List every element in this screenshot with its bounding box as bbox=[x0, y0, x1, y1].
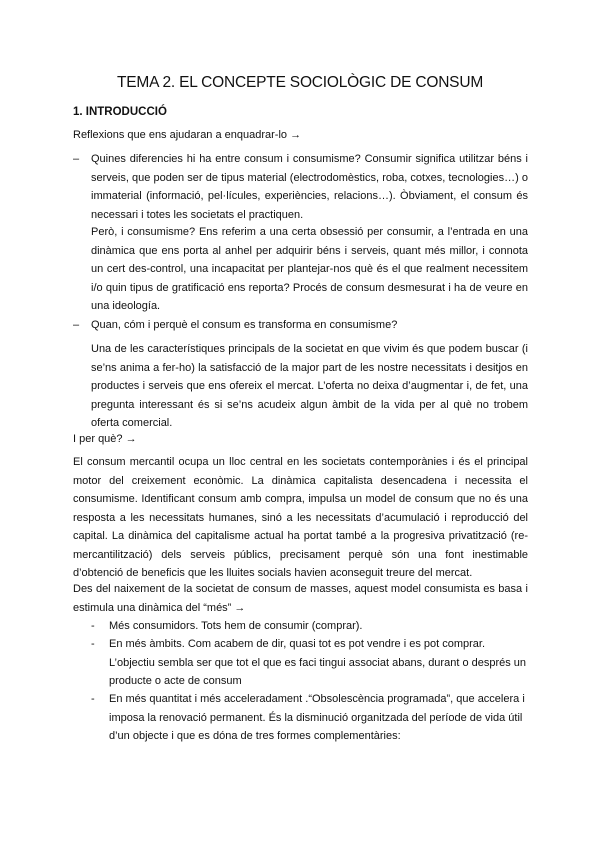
intro-line: Reflexions que ens ajudaran a enquadrar-lo → bbox=[73, 129, 302, 141]
question-2: Quan, cóm i perquè el consum es transforma en consumisme? bbox=[91, 319, 398, 331]
question-2-follow: Una de les característiques principals de la societat en que vivim és que podem buscar (i se’ns anima a fer-ho) la satisfacció de la major part de les nostre necessitats i desitjos en productes i serveis que ens ofereix el mercat. L’oferta no deixa d’augmentar i, de fet, una pregunta interessant és si se’ns acudeix algun àmbit de la vida per al què no trobem oferta comercial. bbox=[91, 343, 528, 429]
bullet-item-3: En més quantitat i més acceleradament .“Obsolescència programada”, que accelera i imposa la renovació permanent. És la disminució organitzada del període de vida útil d’un objecte i que es dóna de tres formes complementàries: bbox=[109, 693, 525, 742]
dash-marker: – bbox=[73, 319, 80, 331]
paragraph-1: El consum mercantil ocupa un lloc central en les societats contemporànies i és el principal motor del creixement econòmic. La dinàmica capitalista desencadena i necessita el consumisme. Identificant consum amb compra, impulsa un model de consum que no és una resposta a les necessitats humanes, sinó a les necessitats d’acumulació i reproducció del capital. La dinàmica del capitalisme actual ha portat també a la progresiva privatització (re-mercantilització) dels serveis públics, precisament perquè són una font inestimable d’obtenció de beneficis que les lluites socials havien aconseguit treure del mercat. bbox=[73, 456, 528, 579]
section-heading: 1. INTRODUCCIÓ bbox=[73, 106, 167, 118]
bullet-marker: - bbox=[91, 638, 95, 650]
question-1-follow: Però, i consumisme? Ens referim a una certa obsessió per consumir, a l’entrada en una dinàmica que ens porta al anhel per adquirir béns i serveis, quant més millor, i connota un cert des-control, una incapacitat per plantejar-nos què és el que realment necessitem i/o quin tipus de gratificació ens reporta? Procés de consum desmesurat i ha de veure en una ideología. bbox=[91, 226, 528, 312]
question-1: Quines diferencies hi ha entre consum i consumisme? Consumir significa utilitzar béns i serveis, que poden ser de tipus material (electrodomèstics, roba, cotxes, tecnologies…) o immaterial (informació, pel·lícules, experiències, relacions…). Òbviament, el consum és necessari i totes les societats el practiquen. bbox=[91, 153, 528, 221]
document-title: TEMA 2. EL CONCEPTE SOCIOLÒGIC DE CONSUM bbox=[116, 74, 484, 91]
bullet-item-1: Més consumidors. Tots hem de consumir (comprar). bbox=[109, 620, 363, 632]
bullet-marker: - bbox=[91, 693, 95, 705]
paragraph-2: Des del naixement de la societat de consum de masses, aquest model consumista es basa i estimula una dinàmica del “més” → bbox=[73, 583, 528, 614]
why-line: I per què? → bbox=[73, 433, 137, 445]
bullet-marker: - bbox=[91, 620, 95, 632]
dash-marker: – bbox=[73, 153, 80, 165]
bullet-item-2: En més àmbits. Com acabem de dir, quasi tot es pot vendre i es pot comprar. L’objectiu sembla ser que tot el que es faci tingui associat abans, durant o després un producte o acte de consum bbox=[109, 638, 527, 687]
